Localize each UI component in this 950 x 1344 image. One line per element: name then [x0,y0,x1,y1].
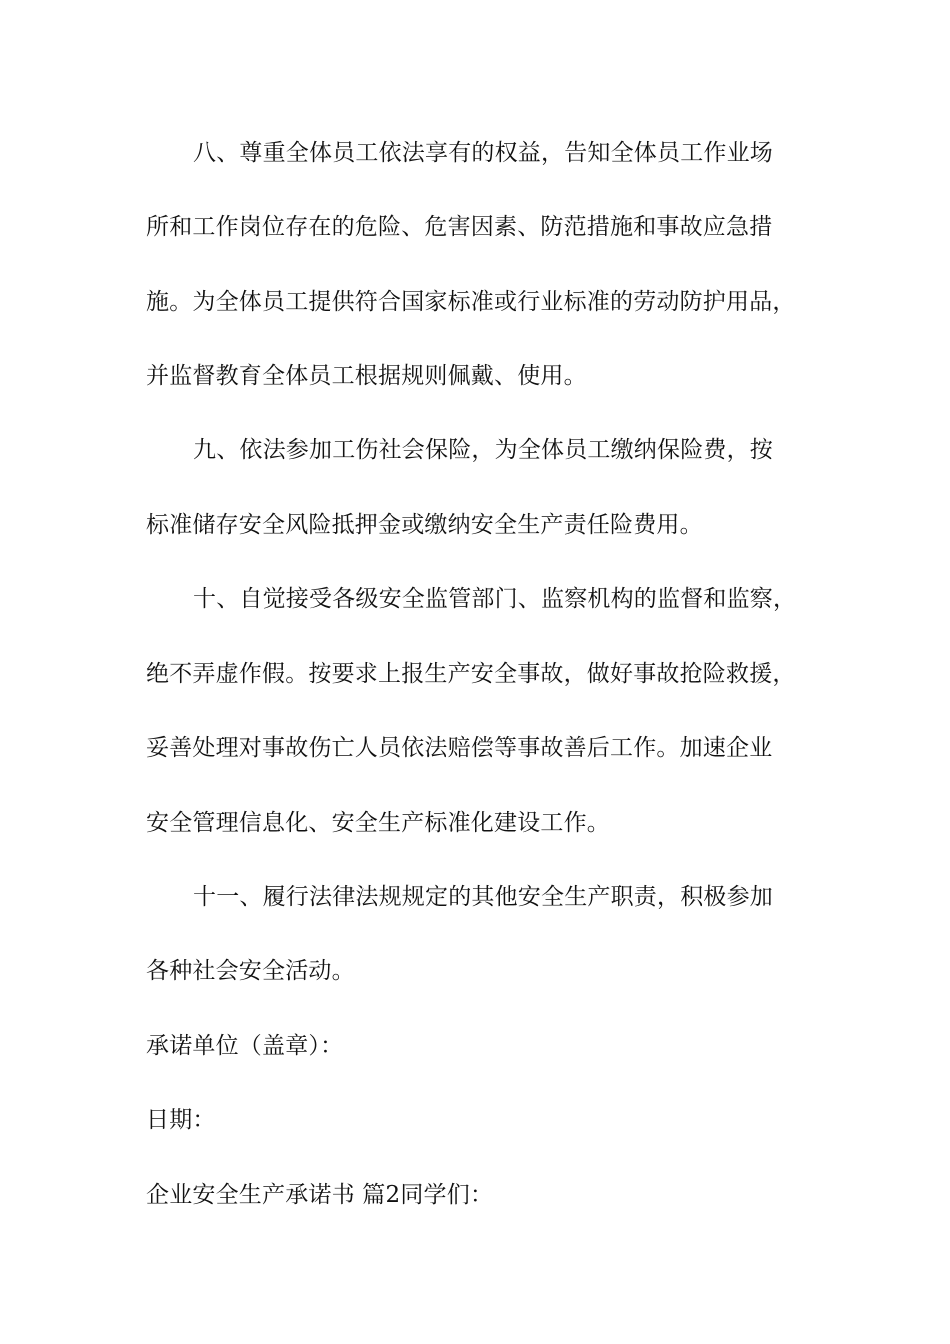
paragraph-9-line-1: 九、依法参加工伤社会保险，为全体员工缴纳保险费，按 [193,437,773,463]
paragraph-10-line-2: 绝不弄虚作假。按要求上报生产安全事故，做好事故抢险救援， [146,661,796,687]
paragraph-8-line-3: 施。为全体员工提供符合国家标准或行业标准的劳动防护用品， [146,289,796,315]
paragraph-10-line-3: 妥善处理对事故伤亡人员依法赔偿等事故善后工作。加速企业 [146,735,773,761]
paragraph-8-line-1: 八、尊重全体员工依法享有的权益，告知全体员工作业场 [193,140,773,166]
paragraph-8-line-4: 并监督教育全体员工根据规则佩戴、使用。 [146,363,587,389]
paragraph-8-line-2: 所和工作岗位存在的危险、危害因素、防范措施和事故应急措 [146,214,773,240]
paragraph-11-line-2: 各种社会安全活动。 [146,958,355,984]
date-label: 日期： [146,1107,216,1133]
pledging-unit-label: 承诺单位（盖章）： [146,1033,344,1059]
paragraph-9-line-2: 标准储存安全风险抵押金或缴纳安全生产责任险费用。 [146,512,703,538]
next-section-heading: 企业安全生产承诺书 篇2同学们： [146,1182,494,1208]
paragraph-11-line-1: 十一、履行法律法规规定的其他安全生产职责，积极参加 [193,884,773,910]
paragraph-10-line-1: 十、自觉接受各级安全监管部门、监察机构的监督和监察， [193,586,797,612]
paragraph-10-line-4: 安全管理信息化、安全生产标准化建设工作。 [146,810,610,836]
